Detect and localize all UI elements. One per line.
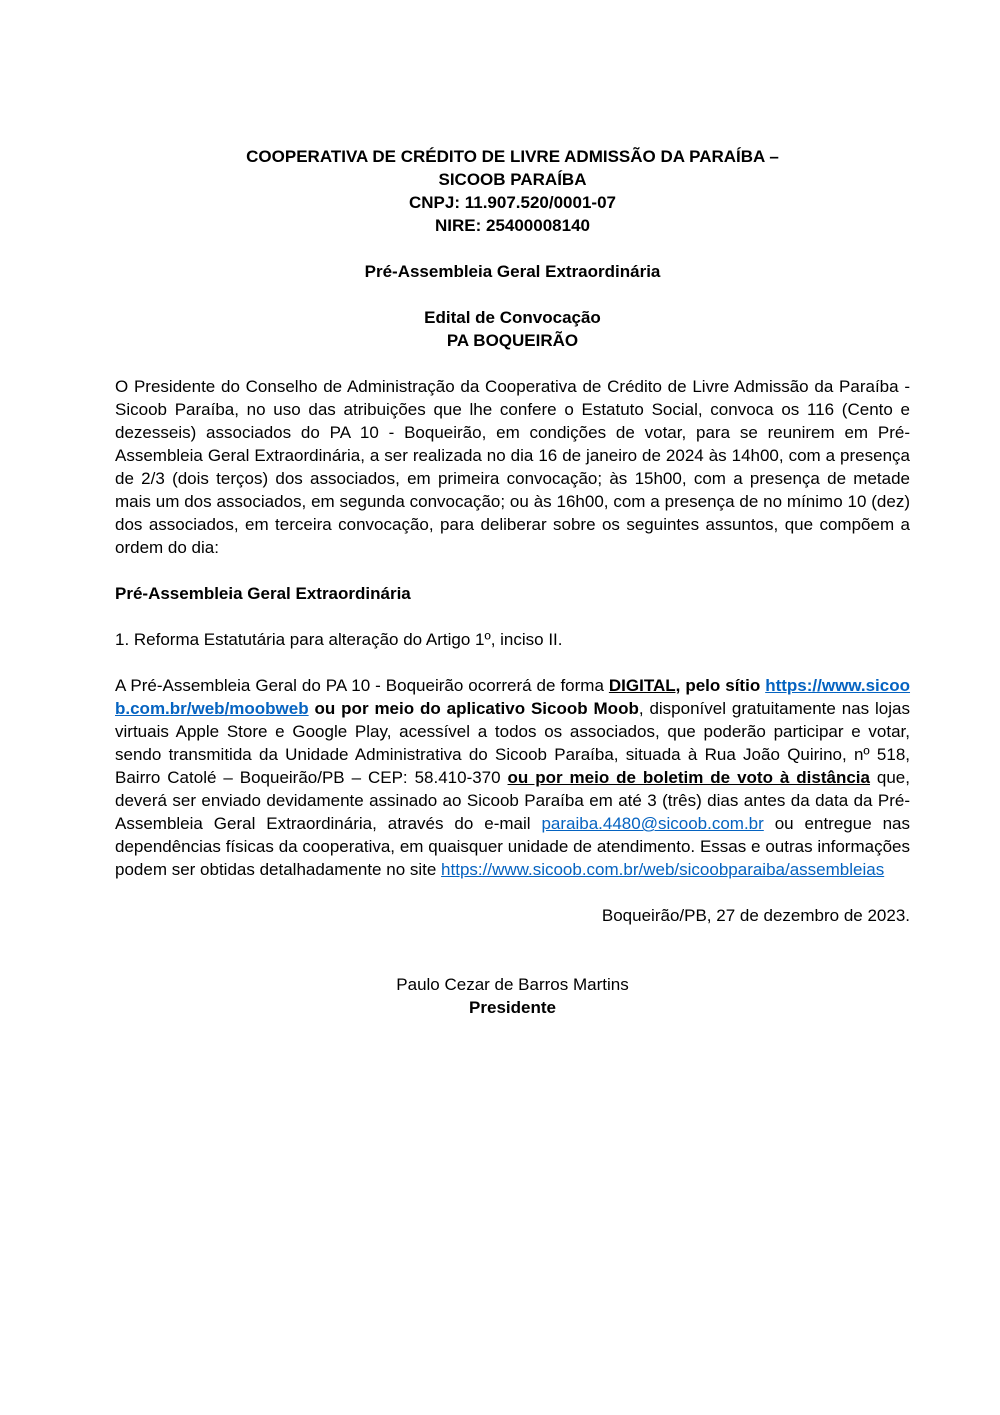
p2-seg3: que, deverá ser enviado devidamente assinado ao Sicoob Paraíba em até 3 (três) dias antes da data da Pré-Assembleia Geral Extraordinária, através do e-mail (115, 768, 910, 833)
section-heading: Pré-Assembleia Geral Extraordinária (115, 584, 411, 603)
coop-name-line2: SICOOB PARAÍBA (438, 170, 587, 189)
email-link[interactable]: paraiba.4480@sicoob.com.br (541, 814, 764, 833)
agenda-item-1: 1. Reforma Estatutária para alteração do Artigo 1º, inciso II. (115, 630, 563, 649)
signature-name: Paulo Cezar de Barros Martins (396, 975, 629, 994)
moobweb-link[interactable]: https://www.sicoob.com.br/web/moobweb (115, 676, 911, 718)
pre-assembleia-title: Pré-Assembleia Geral Extraordinária (364, 262, 661, 281)
assembleias-link[interactable]: https://www.sicoob.com.br/web/sicoobparaiba/assembleias (441, 860, 885, 879)
p2-seg4: ou entregue nas dependências físicas da cooperativa, em quaisquer unidade de atendimento. Essas e outras informações podem ser obtidas detalhadamente no site (115, 814, 910, 879)
coop-name-line1: COOPERATIVA DE CRÉDITO DE LIVRE ADMISSÃO DA PARAÍBA – (246, 147, 779, 166)
cnpj-line: CNPJ: 11.907.520/0001-07 (409, 193, 616, 212)
p2-digital-bold: DIGITAL, (608, 676, 681, 695)
p2-seg2: , disponível gratuitamente nas lojas virtuais Apple Store e Google Play, acessível a todos os associados, que poderão participar e votar, sendo transmitida da Unidade Administrativa do Sicoob Paraíba, situada à Rua João Quirino, nº 518, Bairro Catolé – Boqueirão/PB – CEP: 58.410-370 (115, 699, 910, 787)
nire-line: NIRE: 25400008140 (434, 216, 590, 235)
document-header (115, 145, 910, 237)
date-line: Boqueirão/PB, 27 de dezembro de 2023. (601, 906, 910, 925)
signature-block (115, 973, 910, 1019)
edital-title: Edital de Convocação (424, 308, 601, 327)
pa-title: PA BOQUEIRÃO (446, 331, 579, 350)
p2-seg1: A Pré-Assembleia Geral do PA 10 - Boqueirão ocorrerá de forma (115, 676, 609, 695)
p2-pelo-sitio-bold: pelo sítio (680, 676, 766, 695)
p2-aplicativo-bold: ou por meio do aplicativo Sicoob Moob (314, 699, 639, 718)
paragraph-convocacao: O Presidente do Conselho de Administração da Cooperativa de Crédito de Livre Admissão da Paraíba - Sicoob Paraíba, no uso das atribuições que lhe confere o Estatuto Social, convoca os 116 (Cento e dezesseis) associados do PA 10 - Boqueirão, em condições de votar, para se reunirem em Pré-Assembleia Geral Extraordinária, a ser realizada no dia 16 de janeiro de 2024 às 14h00, com a presença de 2/3 (dois terços) dos associados, em primeira convocação; às 15h00, com a presença de metade mais um dos associados, em segunda convocação; ou às 16h00, com a presença de no mínimo 10 (dez) dos associados, em terceira convocação, para deliberar sobre os seguintes assuntos, que compõem a ordem do dia: (115, 377, 910, 557)
signature-title: Presidente (469, 998, 556, 1017)
edital-title-block (115, 306, 910, 352)
paragraph-digital (115, 674, 910, 881)
p2-boletim-bold: ou por meio de boletim de voto à distância (507, 768, 870, 787)
